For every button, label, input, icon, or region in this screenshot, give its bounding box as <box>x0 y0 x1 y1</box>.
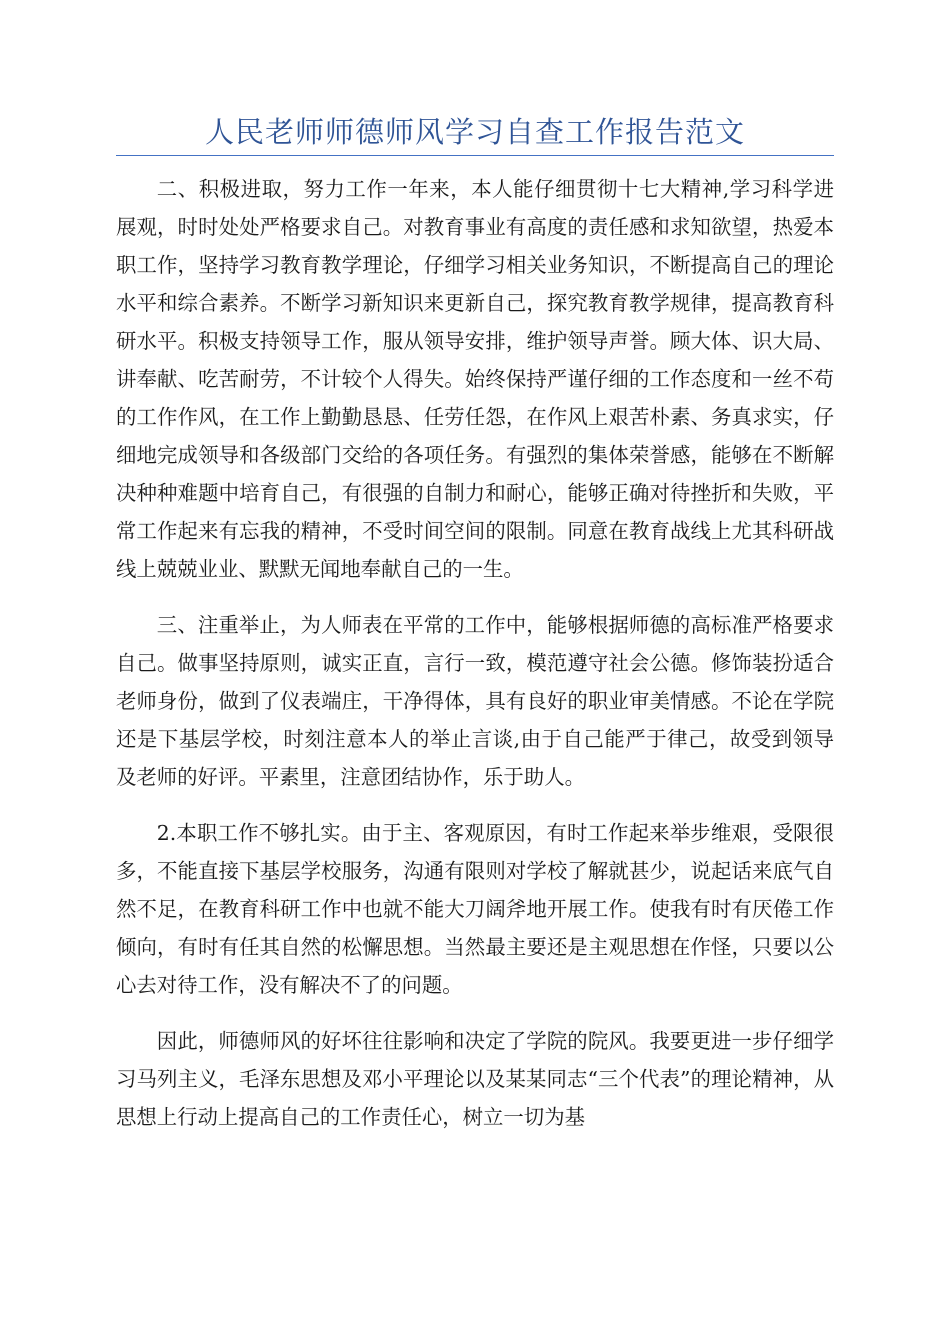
paragraph-2: 三、注重举止，为人师表在平常的工作中，能够根据师德的高标准严格要求自己。做事坚持原则，诚实正直，言行一致，模范遵守社会公德。修饰装扮适合老师身份，做到了仪表端庄，干净得体，具有良好的职业审美情感。不论在学院还是下基层学校，时刻注意本人的举止言谈,由于自己能严于律己，故受到领导及老师的好评。平素里，注意团结协作，乐于助人。 <box>116 613 834 789</box>
title-underline <box>116 155 834 156</box>
paragraph-1: 二、积极进取，努力工作一年来，本人能仔细贯彻十七大精神,学习科学进展观，时时处处严格要求自己。对教育事业有高度的责任感和求知欲望，热爱本职工作，坚持学习教育教学理论，仔细学习相关业务知识，不断提高自己的理论水平和综合素养。不断学习新知识来更新自己，探究教育教学规律，提高教育科研水平。积极支持领导工作，服从领导安排，维护领导声誉。顾大体、识大局、讲奉献、吃苦耐劳，不计较个人得失。始终保持严谨仔细的工作态度和一丝不苟的工作作风，在工作上勤勤恳恳、任劳任怨，在作风上艰苦朴素、务真求实，仔细地完成领导和各级部门交给的各项任务。有强烈的集体荣誉感，能够在不断解决种种难题中培育自己，有很强的自制力和耐心，能够正确对待挫折和失败，平常工作起来有忘我的精神，不受时间空间的限制。同意在教育战线上尤其科研战线上兢兢业业、默默无闻地奉献自己的一生。 <box>116 177 834 581</box>
document-body <box>116 170 834 1154</box>
paragraph-3: 2.本职工作不够扎实。由于主、客观原因，有时工作起来举步维艰，受限很多，不能直接下基层学校服务，沟通有限则对学校了解就甚少，说起话来底气自然不足，在教育科研工作中也就不能大刀阔斧地开展工作。使我有时有厌倦工作倾向，有时有任其自然的松懈思想。当然最主要还是主观思想在作怪，只要以公心去对待工作，没有解决不了的问题。 <box>116 821 834 997</box>
document-title: 人民老师师德师风学习自查工作报告范文 <box>204 115 745 149</box>
paragraph-4: 因此，师德师风的好坏往往影响和决定了学院的院风。我要更进一步仔细学习马列主义，毛泽东思想及邓小平理论以及某某同志“三个代表”的理论精神，从思想上行动上提高自己的工作责任心，树立一切为基 <box>116 1029 834 1129</box>
